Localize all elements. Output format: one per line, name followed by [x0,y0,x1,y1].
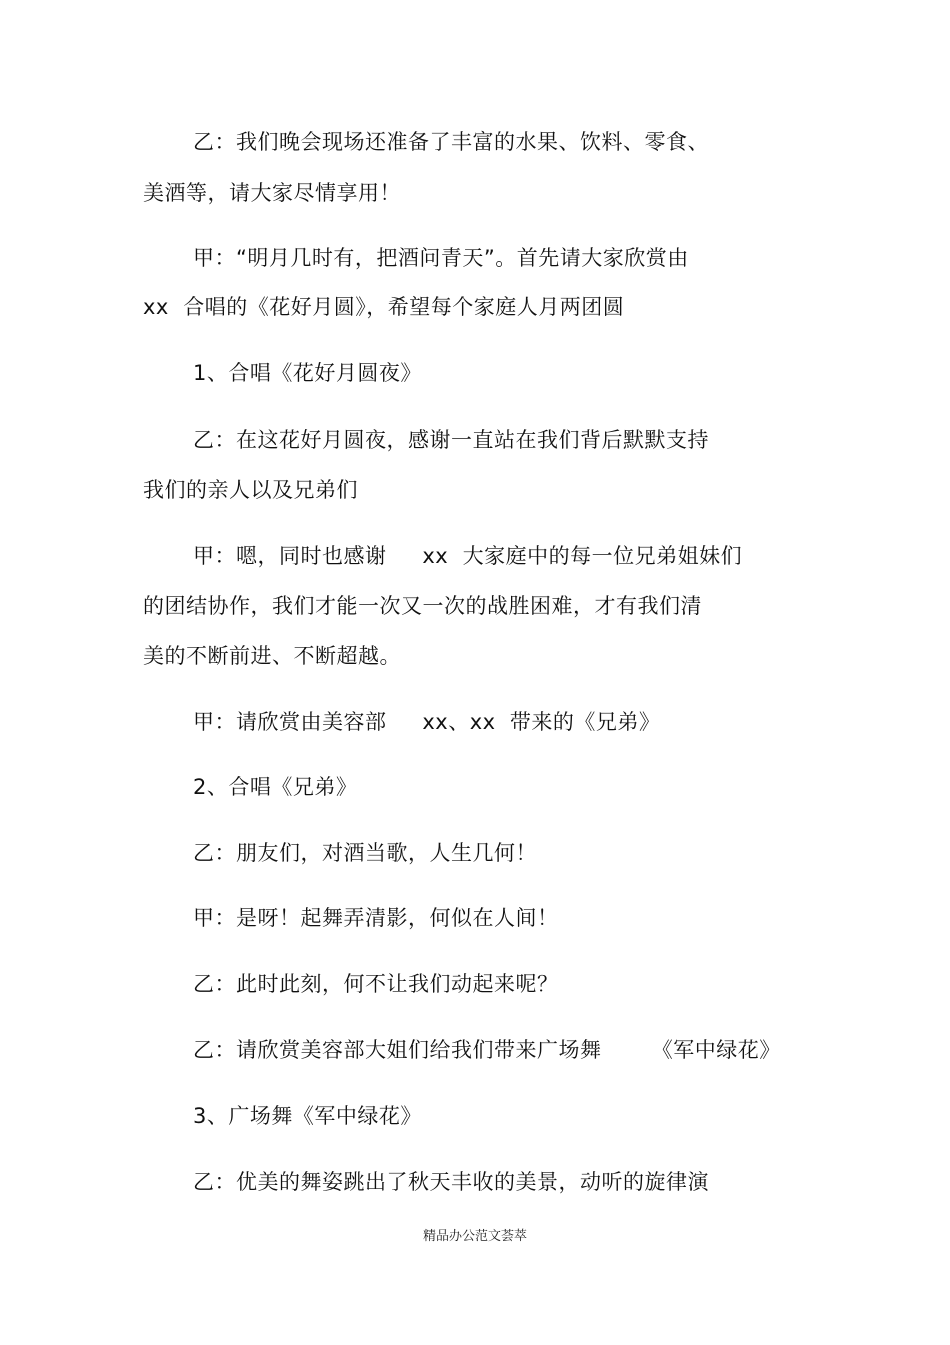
paragraph-5-line-3: 美的不断前进、不断超越。 [143,644,401,668]
paragraph-7-line-1: 2、合唱《兄弟》 [193,775,358,799]
paragraph-12-line-1: 3、广场舞《军中绿花》 [193,1104,422,1128]
paragraph-1-line-1: 乙：我们晚会现场还准备了丰富的水果、饮料、零食、 [193,130,709,154]
paragraph-2-line-2: xx 合唱的《花好月圆》，希望每个家庭人月两团圆 [143,295,625,319]
paragraph-13-line-1: 乙：优美的舞姿跳出了秋天丰收的美景，动听的旋律演 [193,1170,709,1194]
paragraph-9-line-1: 甲：是呀！起舞弄清影，何似在人间！ [193,906,559,930]
paragraph-10-line-1: 乙：此时此刻，何不让我们动起来呢？ [193,972,559,996]
paragraph-8-line-1: 乙：朋友们，对酒当歌，人生几何！ [193,841,537,865]
paragraph-4-line-2: 我们的亲人以及兄弟们 [143,478,358,502]
paragraph-3-line-1: 1、合唱《花好月圆夜》 [193,361,422,385]
paragraph-5-line-1: 甲：嗯，同时也感谢 xx 大家庭中的每一位兄弟姐妹们 [193,544,743,568]
paragraph-11-line-1: 乙：请欣赏美容部大姐们给我们带来广场舞 《军中绿花》 [193,1038,781,1062]
paragraph-1-line-2: 美酒等，请大家尽情享用！ [143,181,401,205]
paragraph-2-line-1: 甲：“明月几时有，把酒问青天”。首先请大家欣赏由 [193,246,689,270]
page-footer: 精品办公范文荟萃 [422,1229,527,1244]
paragraph-4-line-1: 乙：在这花好月圆夜，感谢一直站在我们背后默默支持 [193,428,709,452]
paragraph-6-line-1: 甲：请欣赏由美容部 xx、xx 带来的《兄弟》 [193,710,661,734]
paragraph-5-line-2: 的团结协作，我们才能一次又一次的战胜困难，才有我们清 [143,594,702,618]
